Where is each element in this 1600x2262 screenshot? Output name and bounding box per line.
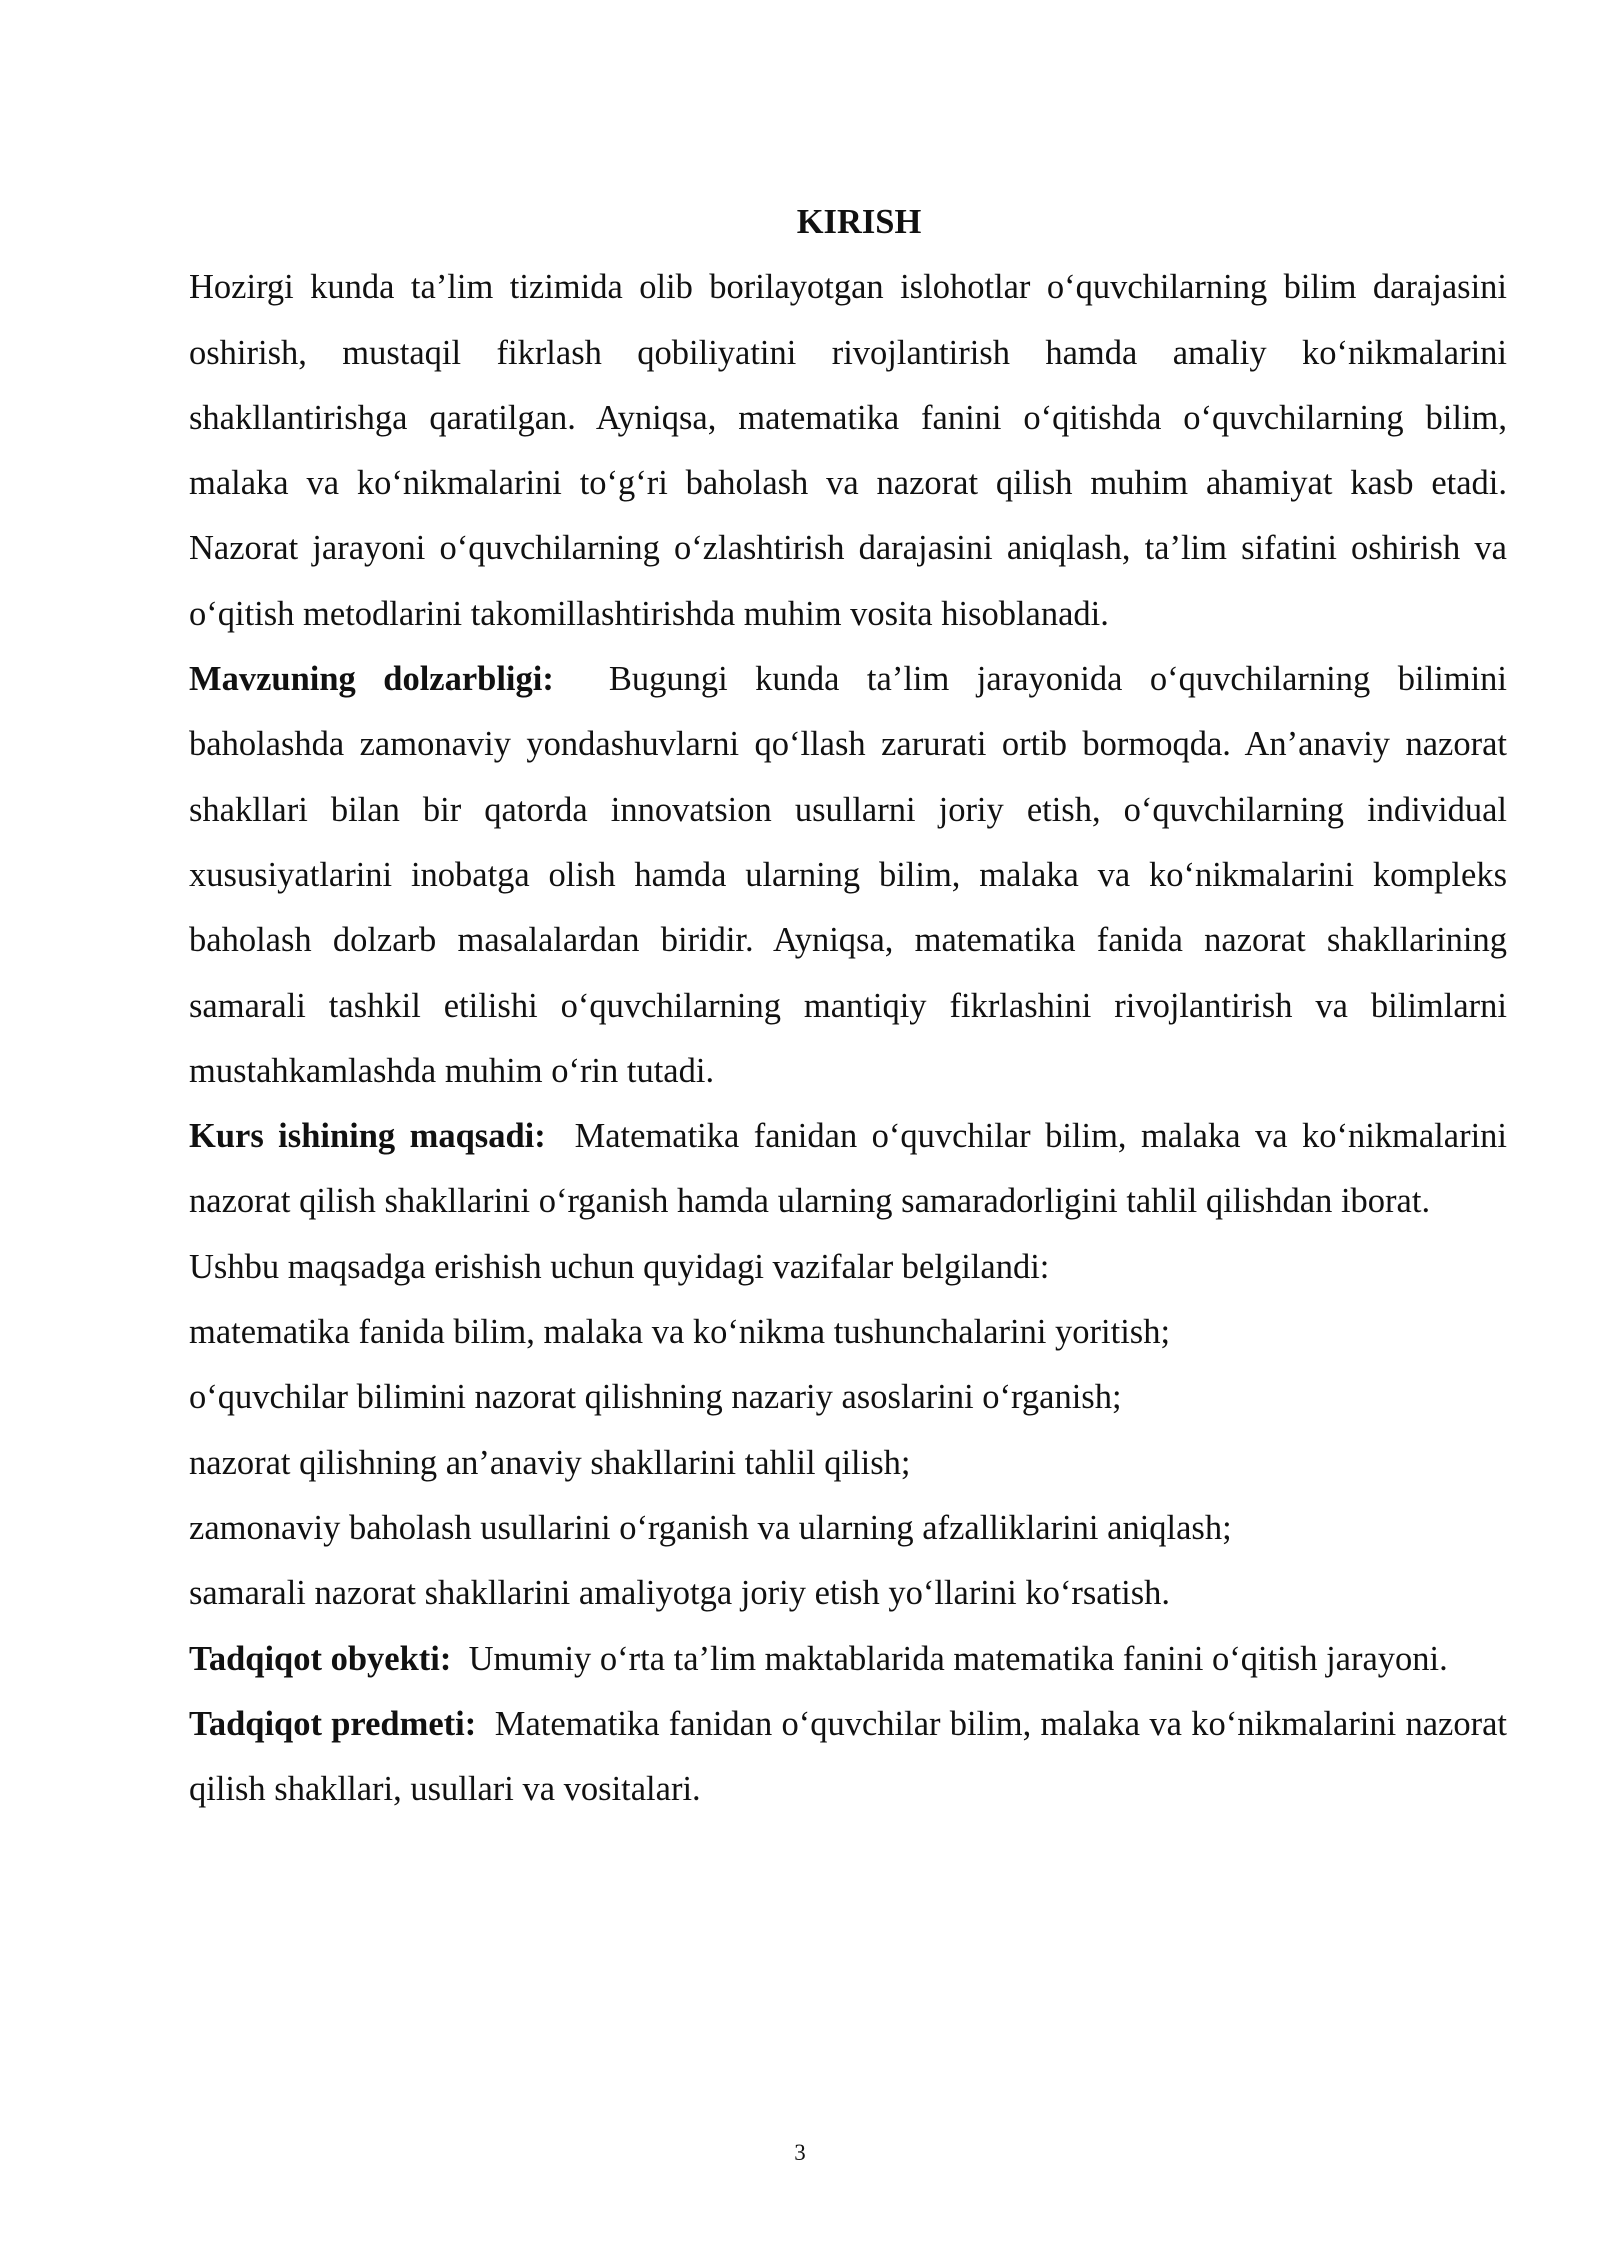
tasks-intro: Ushbu maqsadga erishish uchun quyidagi vazifalar belgilandi:: [189, 1247, 1050, 1286]
task-item: samarali nazorat shakllarini amaliyotga joriy etish yo‘llarini ko‘rsatish.: [189, 1574, 1171, 1613]
goal-text: Matematika fanidan o‘quvchilar bilim, malaka va ko‘nikmalarini nazorat qilish shakllarini o‘rganish hamda ularning samaradorligini tahlil qilishdan iborat.: [189, 1117, 1507, 1221]
intro-paragraph: Hozirgi kunda ta’lim tizimida olib borilayotgan islohotlar o‘quvchilarning bilim darajasini oshirish, mustaqil fikrlash qobiliyatini rivojlantirish hamda amaliy ko‘nikmalarini shakllantirishga qaratilgan. Ayniqsa, matematika fanini o‘qitishda o‘quvchilarning bilim, malaka va ko‘nikmalarini to‘g‘ri baholash va nazorat qilish muhim ahamiyat kasb etadi. Nazorat jarayoni o‘quvchilarning o‘zlashtirish darajasini aniqlash, ta’lim sifatini oshirish va o‘qitish metodlarini takomillashtirishda muhim vosita hisoblanadi.: [189, 268, 1507, 633]
page-content: [189, 190, 1507, 1822]
subject-paragraph: [189, 1692, 1507, 1823]
task-item: zamonaviy baholash usullarini o‘rganish va ularning afzalliklarini aniqlash;: [189, 1508, 1232, 1547]
page-number: 3: [794, 2140, 806, 2165]
subject-label: Tadqiqot predmeti:: [189, 1704, 477, 1743]
task-item: nazorat qilishning an’anaviy shakllarini tahlil qilish;: [189, 1443, 911, 1482]
goal-label: Kurs ishining maqsadi:: [189, 1117, 546, 1156]
section-title: KIRISH: [796, 203, 922, 241]
object-label: Tadqiqot obyekti:: [189, 1639, 452, 1678]
goal-paragraph: [189, 1104, 1507, 1235]
subject-text: Matematika fanidan o‘quvchilar bilim, malaka va ko‘nikmalarini nazorat qilish shakllari, usullari va vositalari.: [189, 1704, 1508, 1809]
relevance-text: Bugungi kunda ta’lim jarayonida o‘quvchilarning bilimini baholashda zamonaviy yondashuvlarni qo‘llash zarurati ortib bormoqda. An’anaviy nazorat shakllari bilan bir qatorda innovatsion usullarni joriy etish, o‘quvchilarning individual xususiyatlarini inobatga olish hamda ularning bilim, malaka va ko‘nikmalarini kompleks baholash dolzarb masalalardan biridir. Ayniqsa, matematika fanida nazorat shakllarining samarali tashkil etilishi o‘quvchilarning mantiqiy fikrlashini rivojlantirish va bilimlarni mustahkamlashda muhim o‘rin tutadi.: [189, 660, 1507, 1090]
relevance-label: Mavzuning dolzarbligi:: [189, 660, 554, 699]
object-text: Umumiy o‘rta ta’lim maktablarida matematika fanini o‘qitish jarayoni.: [468, 1639, 1448, 1678]
object-paragraph: [189, 1627, 1507, 1692]
relevance-paragraph: [189, 647, 1507, 1104]
task-item: o‘quvchilar bilimini nazorat qilishning nazariy asoslarini o‘rganish;: [189, 1378, 1122, 1417]
task-item: matematika fanida bilim, malaka va ko‘nikma tushunchalarini yoritish;: [189, 1313, 1171, 1352]
